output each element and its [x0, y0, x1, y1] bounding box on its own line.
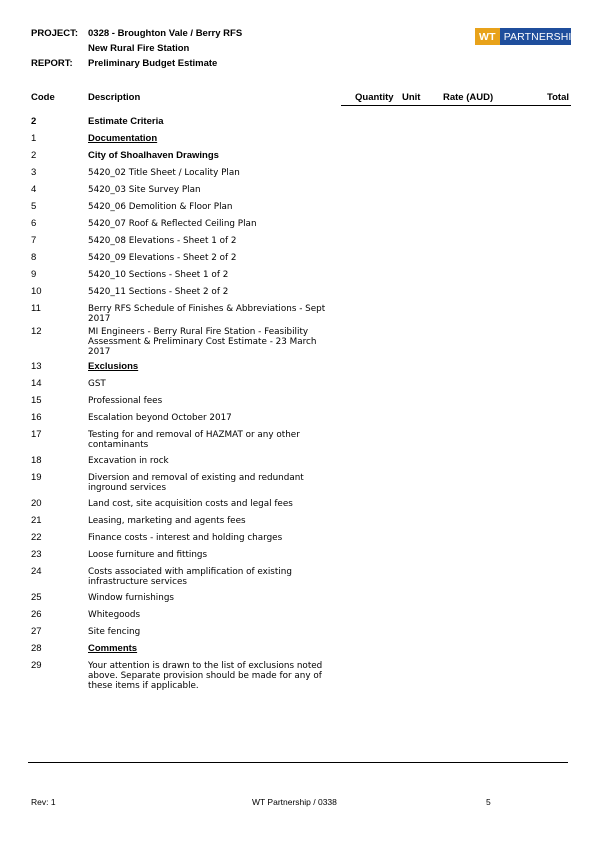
row-code: 12: [31, 326, 42, 337]
row-description: 5420_07 Roof & Reflected Ceiling Plan: [88, 219, 257, 229]
project-label: PROJECT:: [31, 28, 78, 39]
row-code: 26: [31, 609, 42, 620]
col-code: Code: [31, 92, 55, 103]
footer-page-number: 5: [486, 797, 491, 807]
report-row: [31, 58, 571, 73]
row-description: Diversion and removal of existing and redundant inground services: [88, 473, 304, 493]
row-description: Professional fees: [88, 396, 163, 406]
row-description: Whitegoods: [88, 610, 141, 620]
row-code: 2: [31, 116, 37, 127]
row-description: Testing for and removal of HAZMAT or any other contaminants: [88, 430, 300, 450]
row-description: 5420_03 Site Survey Plan: [88, 185, 201, 195]
project-row-2: [31, 43, 571, 58]
row-description: 5420_06 Demolition & Floor Plan: [88, 202, 233, 212]
col-unit: Unit: [402, 92, 421, 103]
row-code: 5: [31, 201, 37, 212]
row-description: Window furnishings: [88, 593, 174, 603]
row-description: Berry RFS Schedule of Finishes & Abbreviations - Sept 2017: [88, 304, 326, 324]
row-description: Loose furniture and fittings: [88, 550, 208, 560]
row-code: 17: [31, 429, 42, 440]
row-code: 8: [31, 252, 37, 263]
row-code: 10: [31, 286, 42, 297]
col-quantity: Quantity: [355, 92, 394, 103]
row-description: Comments: [88, 643, 138, 654]
row-code: 29: [31, 660, 42, 671]
project-subtitle: New Rural Fire Station: [88, 43, 190, 54]
row-description: Your attention is drawn to the list of exclusions noted above. Separate provision should be made for any of these items if applicable.: [88, 661, 323, 691]
row-code: 9: [31, 269, 37, 280]
project-value: 0328 - Broughton Vale / Berry RFS: [88, 28, 243, 39]
row-code: 20: [31, 498, 42, 509]
col-rate: Rate (AUD): [443, 92, 494, 103]
row-description: 5420_02 Title Sheet / Locality Plan: [88, 168, 240, 178]
row-code: 7: [31, 235, 37, 246]
row-code: 15: [31, 395, 42, 406]
row-code: 3: [31, 167, 37, 178]
report-value: Preliminary Budget Estimate: [88, 58, 218, 69]
row-code: 22: [31, 532, 42, 543]
row-description: 5420_08 Elevations - Sheet 1 of 2: [88, 236, 237, 246]
row-description: Leasing, marketing and agents fees: [88, 516, 246, 526]
row-code: 28: [31, 643, 42, 654]
row-description: Excavation in rock: [88, 456, 169, 466]
footer-center: WT Partnership / 0338: [252, 797, 337, 807]
footer-revision: Rev: 1: [31, 797, 56, 807]
row-code: 18: [31, 455, 42, 466]
row-description: 5420_11 Sections - Sheet 2 of 2: [88, 287, 229, 297]
row-code: 16: [31, 412, 42, 423]
row-code: 2: [31, 150, 37, 161]
row-description: Documentation: [88, 133, 158, 144]
row-code: 21: [31, 515, 42, 526]
row-description: Exclusions: [88, 361, 139, 372]
logo-partnership: PARTNERSHIP: [503, 30, 579, 43]
row-description: MI Engineers - Berry Rural Fire Station - Feasibility Assessment & Preliminary Cost Estimate - 23 March 2017: [88, 327, 317, 357]
row-code: 4: [31, 184, 37, 195]
row-code: 1: [31, 133, 37, 144]
row-description: Finance costs - interest and holding charges: [88, 533, 283, 543]
column-header-rule: [341, 105, 571, 106]
footer-rule: [28, 762, 568, 763]
row-description: City of Shoalhaven Drawings: [88, 150, 219, 161]
row-description: Estimate Criteria: [88, 116, 164, 127]
row-code: 25: [31, 592, 42, 603]
row-code: 14: [31, 378, 42, 389]
row-description: Escalation beyond October 2017: [88, 413, 232, 423]
row-description: Site fencing: [88, 627, 141, 637]
row-description: Costs associated with amplification of existing infrastructure services: [88, 567, 292, 587]
col-description: Description: [88, 92, 141, 103]
row-description: GST: [88, 379, 106, 389]
logo-wt: WT: [475, 28, 500, 45]
row-code: 27: [31, 626, 42, 637]
row-code: 23: [31, 549, 42, 560]
row-code: 11: [31, 303, 41, 314]
row-code: 6: [31, 218, 37, 229]
row-code: 19: [31, 472, 42, 483]
row-description: 5420_09 Elevations - Sheet 2 of 2: [88, 253, 237, 263]
wt-partnership-logo: [475, 28, 579, 45]
col-total: Total: [547, 92, 569, 103]
row-code: 13: [31, 361, 42, 372]
report-label: REPORT:: [31, 58, 73, 69]
row-description: Land cost, site acquisition costs and legal fees: [88, 499, 293, 509]
row-description: 5420_10 Sections - Sheet 1 of 2: [88, 270, 229, 280]
row-code: 24: [31, 566, 42, 577]
